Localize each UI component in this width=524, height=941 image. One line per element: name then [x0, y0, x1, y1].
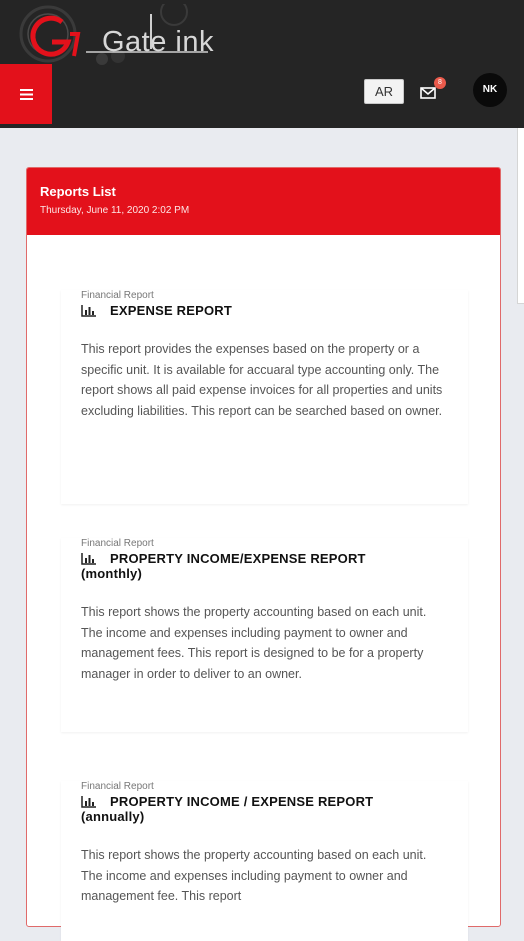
bar-chart-icon — [81, 796, 97, 808]
logo-text: Gate ink — [102, 26, 214, 58]
top-bar — [0, 0, 524, 128]
scrollbar[interactable] — [517, 128, 524, 304]
report-category: Financial Report — [81, 290, 154, 301]
bar-chart-icon — [81, 553, 97, 565]
report-category: Financial Report — [81, 538, 154, 549]
user-avatar[interactable]: NK — [473, 73, 507, 107]
report-title-suffix: (annually) — [81, 809, 145, 824]
panel-date: Thursday, June 11, 2020 2:02 PM — [40, 205, 190, 216]
bar-chart-icon — [81, 305, 97, 317]
report-description: This report shows the property accounting based on each unit. The income and expenses including payment to owner and management fees. This report is designed to be for a property manager in order to deliver to an owner. — [81, 605, 427, 681]
report-category: Financial Report — [81, 781, 154, 792]
gatelink-logo[interactable] — [18, 4, 218, 66]
report-description: This report provides the expenses based on the property or a specific unit. It is available for accuaral type accounting only. The report shows all paid expense invoices for all properties and units excluding liabilities. This report can be searched based on owner. — [81, 342, 443, 418]
report-title[interactable]: PROPERTY INCOME / EXPENSE REPORT — [110, 794, 374, 809]
menu-button[interactable] — [0, 64, 52, 124]
hamburger-icon — [20, 89, 33, 100]
report-card[interactable] — [61, 290, 468, 504]
mail-count-badge: 8 — [434, 77, 446, 89]
envelope-icon[interactable] — [420, 85, 436, 101]
report-card[interactable] — [61, 781, 468, 941]
panel-title: Reports List — [40, 184, 116, 199]
report-card[interactable] — [61, 538, 468, 732]
panel-header — [27, 168, 500, 235]
reports-panel — [26, 167, 501, 927]
language-toggle-button[interactable]: AR — [364, 79, 404, 104]
report-title[interactable]: PROPERTY INCOME/EXPENSE REPORT — [110, 551, 366, 566]
report-description: This report shows the property accounting based on each unit. The income and expenses including payment to owner and management fee. This report — [81, 848, 427, 903]
report-title[interactable]: EXPENSE REPORT — [110, 303, 232, 318]
report-title-suffix: (monthly) — [81, 566, 143, 581]
